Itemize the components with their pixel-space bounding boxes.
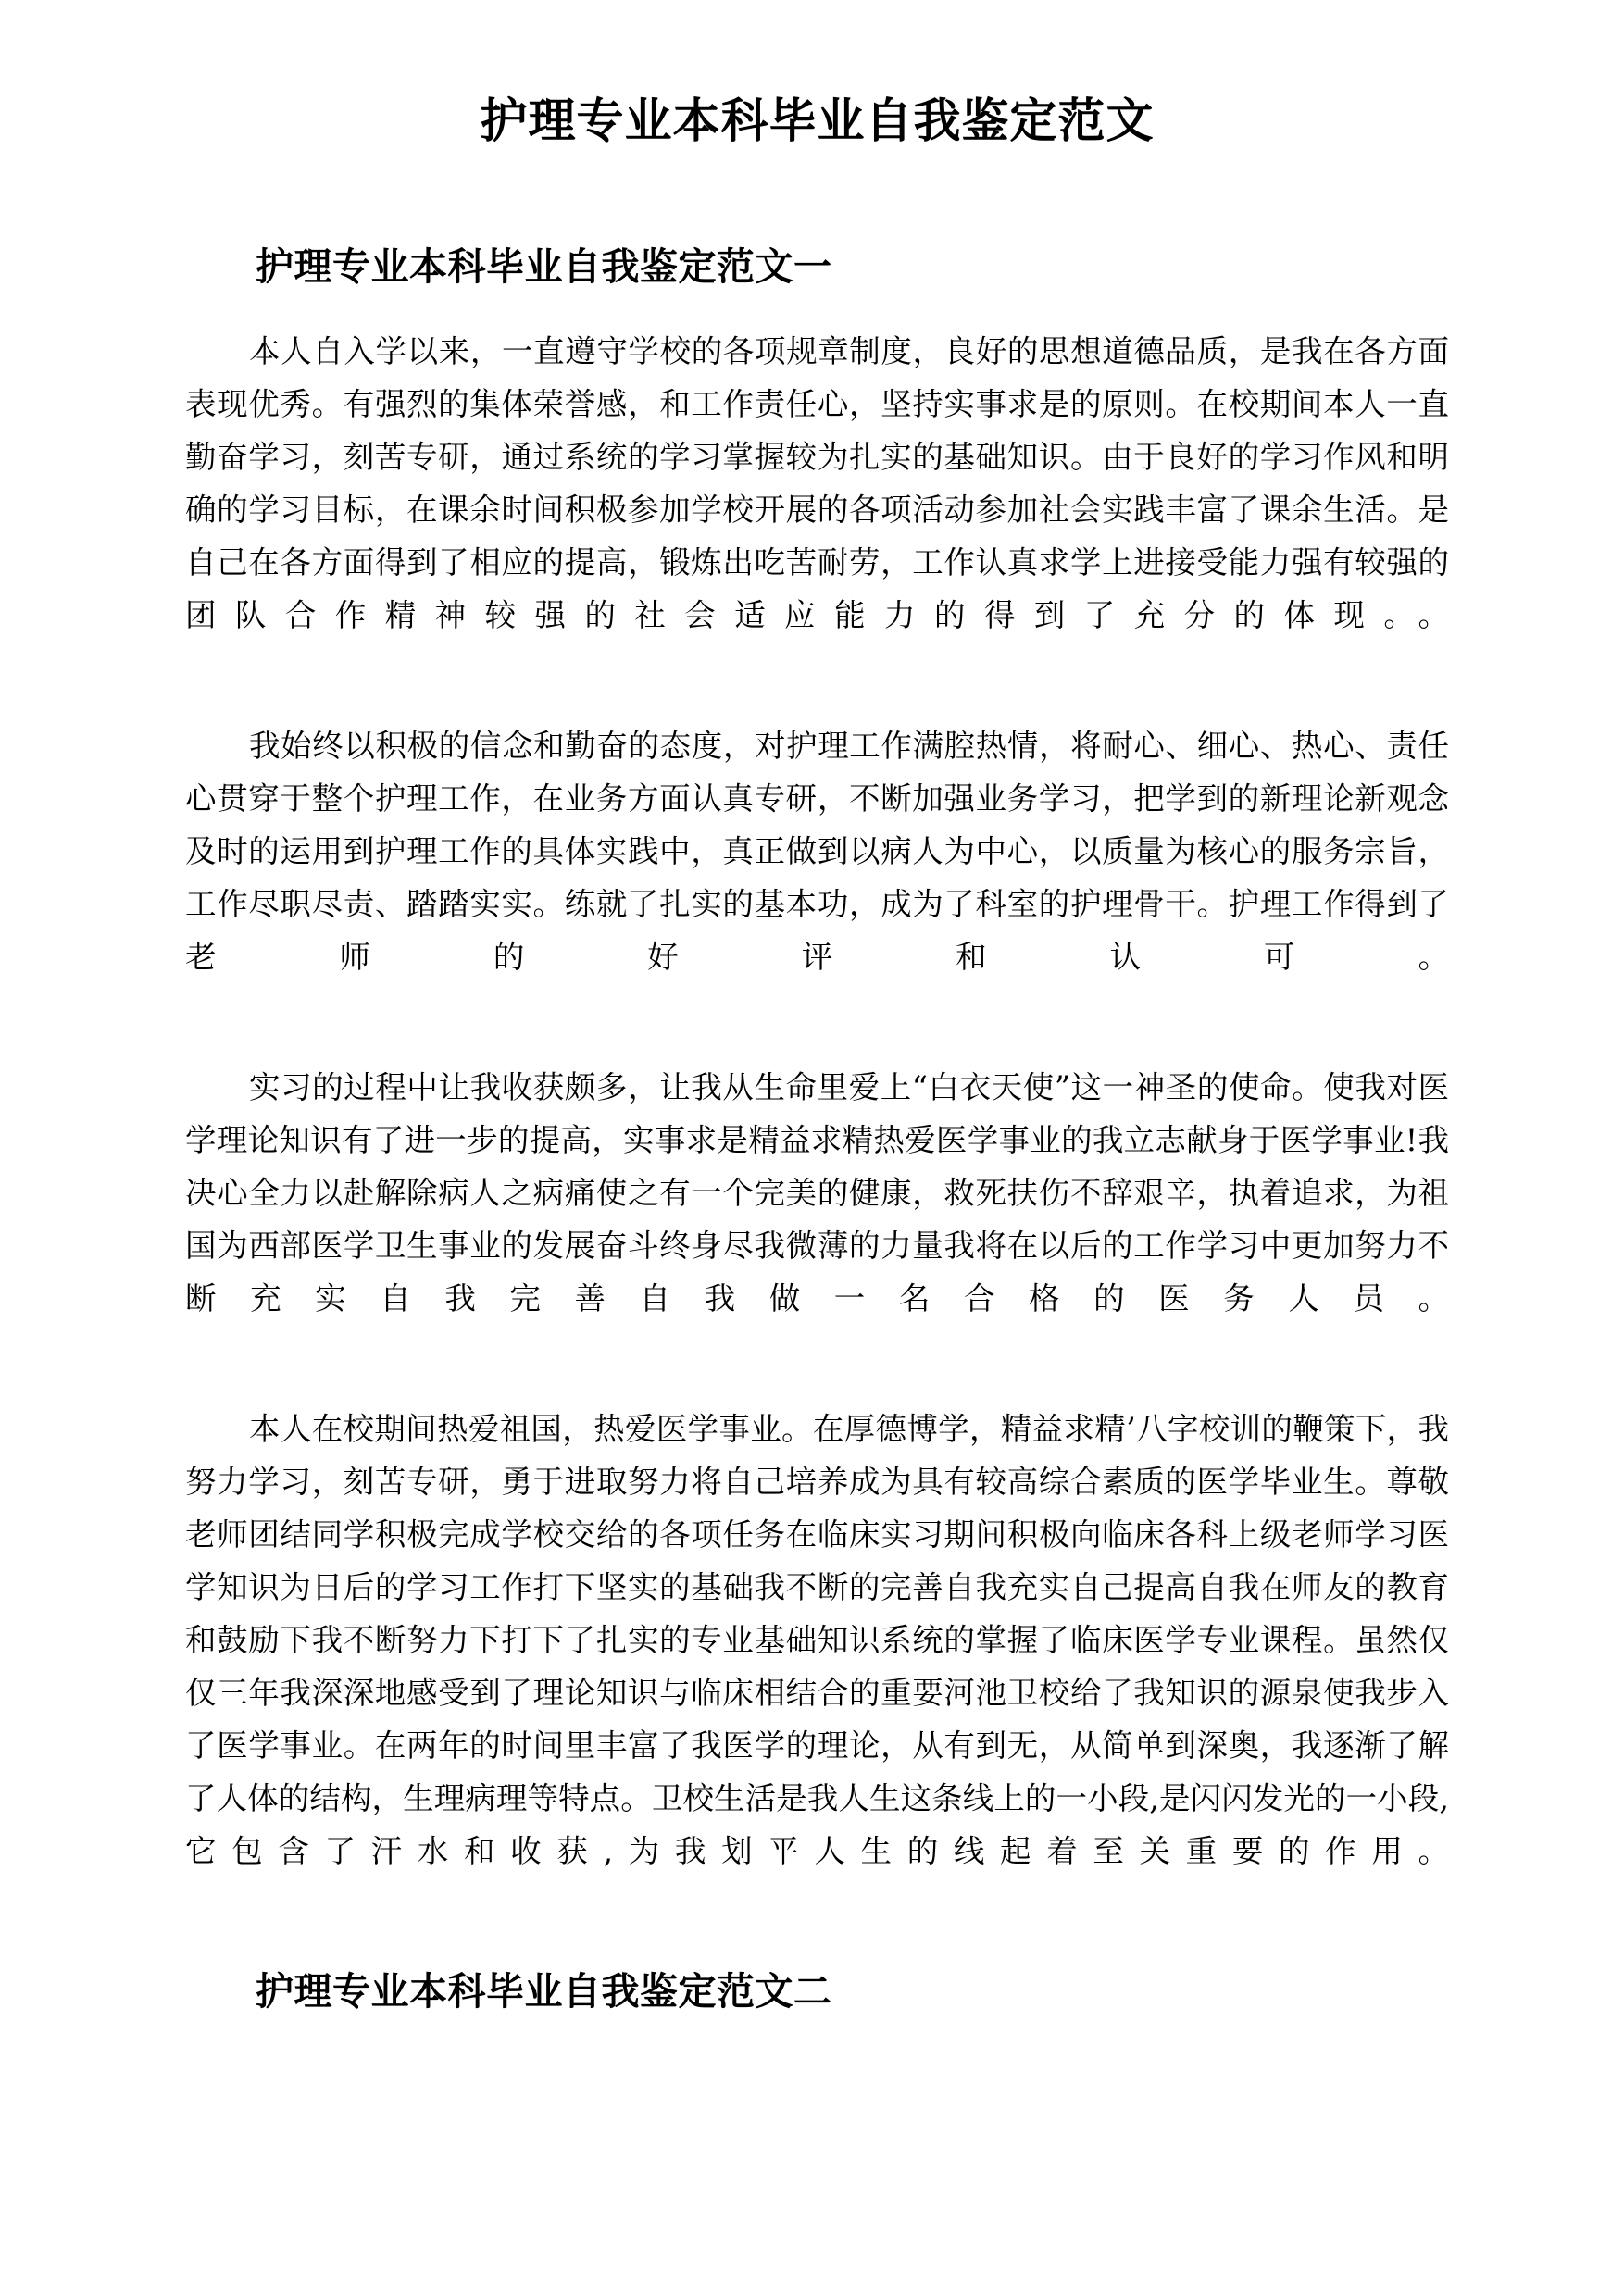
page-title: 护理专业本科毕业自我鉴定范文 [480, 94, 1155, 149]
document-content [185, 0, 1449, 2016]
paragraph: 本人自入学以来，一直遵守学校的各项规章制度，良好的思想道德品质，是我在各方面表现优秀。有强烈的集体荣誉感，和工作责任心，坚持实事求是的原则。在校期间本人一直勤奋学习，刻苦专研，通过系统的学习掌握较为扎实的基础知识。由于良好的学习作风和明确的学习目标，在课余时间积极参加学校开展的各项活动参加社会实践丰富了课余生活。是自己在各方面得到了相应的提高，锻炼出吃苦耐劳，工作认真求学上进接受能力强有较强的团队合作精神较强的社会适应能力的得到了充分的体现。。 [185, 333, 1449, 634]
spacer [185, 152, 1449, 185]
spacer [185, 1378, 1449, 1403]
paragraph: 我始终以积极的信念和勤奋的态度，对护理工作满腔热情，将耐心、细心、热心、责任心贯穿于整个护理工作，在业务方面认真专研，不断加强业务学习，把学到的新理论新观念及时的运用到护理工作的具体实践中，真正做到以病人为中心，以质量为核心的服务宗旨，工作尽职尽责、踏踏实实。练就了扎实的基本功，成为了科室的护理骨干。护理工作得到了老师的好评和认可。 [185, 728, 1449, 976]
section-heading-one: 护理专业本科毕业自我鉴定范文一 [256, 243, 832, 289]
spacer [185, 1036, 1449, 1061]
section-heading-two: 护理专业本科毕业自我鉴定范文二 [256, 1969, 832, 2014]
spacer [185, 694, 1449, 719]
paragraph: 实习的过程中让我收获颇多，让我从生命里爱上“白衣天使”这一神圣的使命。使我对医学理论知识有了进一步的提高，实事求是精益求精热爱医学事业的我立志献身于医学事业!我决心全力以赴解除病人之病痛使之有一个完美的健康，救死扶伤不辞艰辛，执着追求，为祖国为西部医学卫生事业的发展奋斗终身尽我微薄的力量我将在以后的工作学习中更加努力不断充实自我完善自我做一名合格的医务人员。 [185, 1069, 1449, 1317]
spacer [185, 292, 1449, 325]
paragraph: 本人在校期间热爱祖国，热爱医学事业。在厚德博学，精益求精’八字校训的鞭策下，我努力学习，刻苦专研，勇于进取努力将自己培养成为具有较高综合素质的医学毕业生。尊敬老师团结同学积极完成学校交给的各项任务在临床实习期间积极向临床各科上级老师学习医学知识为日后的学习工作打下坚实的基础我不断的完善自我充实自己提高自我在师友的教育和鼓励下我不断努力下打下了扎实的专业基础知识系统的掌握了临床医学专业课程。虽然仅仅三年我深深地感受到了理论知识与临床相结合的重要河池卫校给了我知识的源泉使我步入了医学事业。在两年的时间里丰富了我医学的理论，从有到无，从简单到深奥，我逐渐了解了人体的结构，生理病理等特点。卫校生活是我人生这条线上的一小段,是闪闪发光的一小段,它包含了汗水和收获,为我划平人生的线起着至关重要的作用。 [185, 1411, 1449, 1870]
